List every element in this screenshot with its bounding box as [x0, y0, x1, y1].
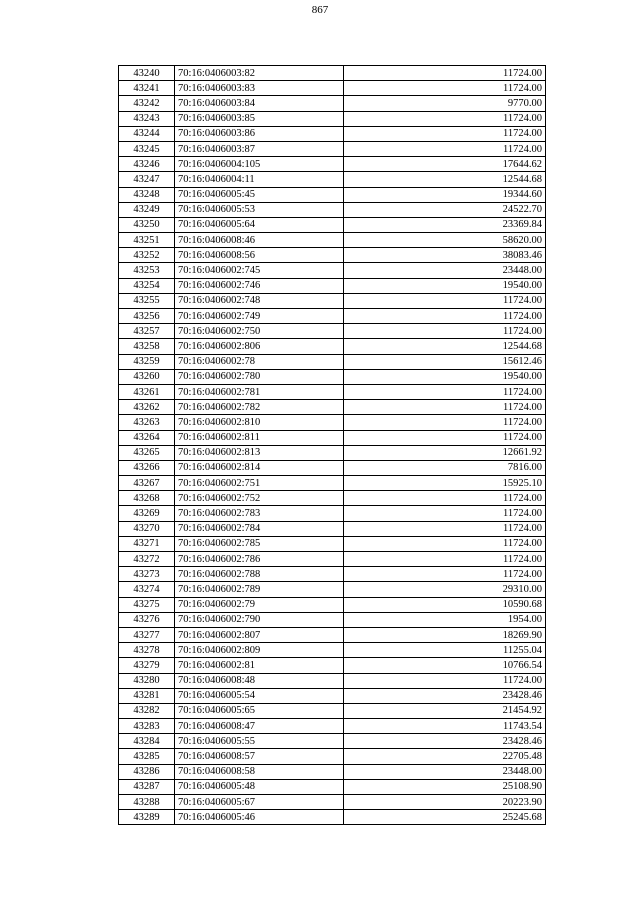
value-cell: 9770.00 — [344, 96, 546, 111]
cadastral-number-cell: 70:16:0406002:810 — [175, 415, 344, 430]
cadastral-number-cell: 70:16:0406005:55 — [175, 734, 344, 749]
row-number-cell: 43254 — [119, 278, 175, 293]
cadastral-number-cell: 70:16:0406005:64 — [175, 217, 344, 232]
cadastral-number-cell: 70:16:0406003:84 — [175, 96, 344, 111]
cadastral-values-table — [118, 65, 546, 825]
value-cell: 11724.00 — [344, 293, 546, 308]
value-cell: 11724.00 — [344, 521, 546, 536]
row-number-cell: 43241 — [119, 81, 175, 96]
table-row — [119, 202, 546, 217]
value-cell: 21454.92 — [344, 703, 546, 718]
row-number-cell: 43288 — [119, 795, 175, 810]
cadastral-number-cell: 70:16:0406004:105 — [175, 157, 344, 172]
table-row — [119, 688, 546, 703]
row-number-cell: 43274 — [119, 582, 175, 597]
cadastral-number-cell: 70:16:0406003:86 — [175, 126, 344, 141]
row-number-cell: 43285 — [119, 749, 175, 764]
value-cell: 10766.54 — [344, 658, 546, 673]
cadastral-number-cell: 70:16:0406002:79 — [175, 597, 344, 612]
row-number-cell: 43271 — [119, 536, 175, 551]
cadastral-number-cell: 70:16:0406004:11 — [175, 172, 344, 187]
cadastral-number-cell: 70:16:0406002:784 — [175, 521, 344, 536]
table-row — [119, 217, 546, 232]
cadastral-number-cell: 70:16:0406002:788 — [175, 567, 344, 582]
cadastral-number-cell: 70:16:0406005:48 — [175, 779, 344, 794]
table-row — [119, 309, 546, 324]
value-cell: 11724.00 — [344, 324, 546, 339]
table-row — [119, 187, 546, 202]
table-row — [119, 795, 546, 810]
cadastral-number-cell: 70:16:0406002:806 — [175, 339, 344, 354]
table-row — [119, 582, 546, 597]
table-row — [119, 703, 546, 718]
value-cell: 11724.00 — [344, 552, 546, 567]
page-number: 867 — [311, 4, 329, 16]
value-cell: 11724.00 — [344, 491, 546, 506]
value-cell: 15612.46 — [344, 354, 546, 369]
cadastral-number-cell: 70:16:0406005:67 — [175, 795, 344, 810]
table-row — [119, 157, 546, 172]
row-number-cell: 43262 — [119, 400, 175, 415]
value-cell: 23448.00 — [344, 263, 546, 278]
table-row — [119, 536, 546, 551]
row-number-cell: 43281 — [119, 688, 175, 703]
row-number-cell: 43240 — [119, 66, 175, 81]
cadastral-number-cell: 70:16:0406002:81 — [175, 658, 344, 673]
value-cell: 58620.00 — [344, 233, 546, 248]
row-number-cell: 43270 — [119, 521, 175, 536]
value-cell: 19540.00 — [344, 278, 546, 293]
value-cell: 25108.90 — [344, 779, 546, 794]
table-row — [119, 719, 546, 734]
cadastral-number-cell: 70:16:0406002:748 — [175, 293, 344, 308]
cadastral-number-cell: 70:16:0406002:813 — [175, 445, 344, 460]
value-cell: 11724.00 — [344, 309, 546, 324]
table-row — [119, 278, 546, 293]
value-cell: 12661.92 — [344, 445, 546, 460]
cadastral-number-cell: 70:16:0406002:746 — [175, 278, 344, 293]
value-cell: 11743.54 — [344, 719, 546, 734]
table-row — [119, 400, 546, 415]
value-cell: 7816.00 — [344, 460, 546, 475]
row-number-cell: 43286 — [119, 764, 175, 779]
cadastral-number-cell: 70:16:0406002:752 — [175, 491, 344, 506]
row-number-cell: 43251 — [119, 233, 175, 248]
value-cell: 11724.00 — [344, 111, 546, 126]
row-number-cell: 43245 — [119, 141, 175, 156]
value-cell: 11724.00 — [344, 126, 546, 141]
value-cell: 11724.00 — [344, 400, 546, 415]
cadastral-number-cell: 70:16:0406002:749 — [175, 309, 344, 324]
row-number-cell: 43253 — [119, 263, 175, 278]
value-cell: 17644.62 — [344, 157, 546, 172]
cadastral-number-cell: 70:16:0406002:781 — [175, 384, 344, 399]
cadastral-number-cell: 70:16:0406002:782 — [175, 400, 344, 415]
cadastral-number-cell: 70:16:0406002:789 — [175, 582, 344, 597]
cadastral-number-cell: 70:16:0406008:56 — [175, 248, 344, 263]
row-number-cell: 43265 — [119, 445, 175, 460]
value-cell: 11724.00 — [344, 66, 546, 81]
table-row — [119, 293, 546, 308]
value-cell: 11724.00 — [344, 81, 546, 96]
cadastral-number-cell: 70:16:0406002:78 — [175, 354, 344, 369]
row-number-cell: 43247 — [119, 172, 175, 187]
row-number-cell: 43273 — [119, 567, 175, 582]
table-row — [119, 324, 546, 339]
cadastral-number-cell: 70:16:0406003:85 — [175, 111, 344, 126]
table-row — [119, 779, 546, 794]
row-number-cell: 43259 — [119, 354, 175, 369]
table-row — [119, 126, 546, 141]
table-row — [119, 658, 546, 673]
table-row — [119, 567, 546, 582]
value-cell: 22705.48 — [344, 749, 546, 764]
cadastral-number-cell: 70:16:0406005:65 — [175, 703, 344, 718]
value-cell: 11724.00 — [344, 415, 546, 430]
table-row — [119, 339, 546, 354]
value-cell: 38083.46 — [344, 248, 546, 263]
table-row — [119, 141, 546, 156]
table-row — [119, 172, 546, 187]
table-row — [119, 111, 546, 126]
cadastral-number-cell: 70:16:0406002:811 — [175, 430, 344, 445]
row-number-cell: 43263 — [119, 415, 175, 430]
row-number-cell: 43248 — [119, 187, 175, 202]
table-row — [119, 734, 546, 749]
row-number-cell: 43278 — [119, 643, 175, 658]
table-row — [119, 263, 546, 278]
table-row — [119, 521, 546, 536]
table-row — [119, 643, 546, 658]
cadastral-number-cell: 70:16:0406002:780 — [175, 369, 344, 384]
row-number-cell: 43244 — [119, 126, 175, 141]
table-row — [119, 810, 546, 825]
value-cell: 11724.00 — [344, 506, 546, 521]
table-body — [119, 66, 546, 825]
cadastral-number-cell: 70:16:0406002:751 — [175, 476, 344, 491]
value-cell: 1954.00 — [344, 612, 546, 627]
value-cell: 12544.68 — [344, 172, 546, 187]
table-row — [119, 81, 546, 96]
value-cell: 11724.00 — [344, 536, 546, 551]
value-cell: 11724.00 — [344, 430, 546, 445]
row-number-cell: 43246 — [119, 157, 175, 172]
cadastral-number-cell: 70:16:0406003:83 — [175, 81, 344, 96]
table-row — [119, 749, 546, 764]
cadastral-number-cell: 70:16:0406002:814 — [175, 460, 344, 475]
table-row — [119, 445, 546, 460]
table-row — [119, 233, 546, 248]
row-number-cell: 43272 — [119, 552, 175, 567]
table-row — [119, 430, 546, 445]
row-number-cell: 43264 — [119, 430, 175, 445]
cadastral-number-cell: 70:16:0406002:745 — [175, 263, 344, 278]
cadastral-number-cell: 70:16:0406008:47 — [175, 719, 344, 734]
cadastral-number-cell: 70:16:0406002:809 — [175, 643, 344, 658]
row-number-cell: 43269 — [119, 506, 175, 521]
value-cell: 25245.68 — [344, 810, 546, 825]
row-number-cell: 43256 — [119, 309, 175, 324]
row-number-cell: 43277 — [119, 627, 175, 642]
row-number-cell: 43283 — [119, 719, 175, 734]
cadastral-number-cell: 70:16:0406008:58 — [175, 764, 344, 779]
value-cell: 20223.90 — [344, 795, 546, 810]
value-cell: 11724.00 — [344, 384, 546, 399]
value-cell: 29310.00 — [344, 582, 546, 597]
row-number-cell: 43252 — [119, 248, 175, 263]
value-cell: 15925.10 — [344, 476, 546, 491]
table-row — [119, 415, 546, 430]
row-number-cell: 43287 — [119, 779, 175, 794]
cadastral-number-cell: 70:16:0406002:790 — [175, 612, 344, 627]
row-number-cell: 43275 — [119, 597, 175, 612]
row-number-cell: 43257 — [119, 324, 175, 339]
row-number-cell: 43289 — [119, 810, 175, 825]
row-number-cell: 43261 — [119, 384, 175, 399]
cadastral-number-cell: 70:16:0406002:783 — [175, 506, 344, 521]
table-row — [119, 248, 546, 263]
value-cell: 23428.46 — [344, 688, 546, 703]
cadastral-number-cell: 70:16:0406002:786 — [175, 552, 344, 567]
row-number-cell: 43255 — [119, 293, 175, 308]
cadastral-number-cell: 70:16:0406003:87 — [175, 141, 344, 156]
cadastral-number-cell: 70:16:0406003:82 — [175, 66, 344, 81]
value-cell: 18269.90 — [344, 627, 546, 642]
value-cell: 23428.46 — [344, 734, 546, 749]
cadastral-number-cell: 70:16:0406002:785 — [175, 536, 344, 551]
cadastral-number-cell: 70:16:0406008:48 — [175, 673, 344, 688]
table-row — [119, 673, 546, 688]
row-number-cell: 43242 — [119, 96, 175, 111]
table-row — [119, 764, 546, 779]
value-cell: 11255.04 — [344, 643, 546, 658]
value-cell: 24522.70 — [344, 202, 546, 217]
table-row — [119, 384, 546, 399]
value-cell: 23369.84 — [344, 217, 546, 232]
cadastral-number-cell: 70:16:0406008:57 — [175, 749, 344, 764]
cadastral-number-cell: 70:16:0406005:45 — [175, 187, 344, 202]
cadastral-number-cell: 70:16:0406005:53 — [175, 202, 344, 217]
table-row — [119, 506, 546, 521]
table-row — [119, 597, 546, 612]
row-number-cell: 43258 — [119, 339, 175, 354]
row-number-cell: 43268 — [119, 491, 175, 506]
value-cell: 23448.00 — [344, 764, 546, 779]
cadastral-number-cell: 70:16:0406002:807 — [175, 627, 344, 642]
table-row — [119, 552, 546, 567]
row-number-cell: 43266 — [119, 460, 175, 475]
row-number-cell: 43250 — [119, 217, 175, 232]
table-row — [119, 476, 546, 491]
value-cell: 11724.00 — [344, 567, 546, 582]
value-cell: 19540.00 — [344, 369, 546, 384]
table-row — [119, 354, 546, 369]
row-number-cell: 43243 — [119, 111, 175, 126]
row-number-cell: 43249 — [119, 202, 175, 217]
cadastral-number-cell: 70:16:0406005:46 — [175, 810, 344, 825]
row-number-cell: 43260 — [119, 369, 175, 384]
value-cell: 12544.68 — [344, 339, 546, 354]
cadastral-number-cell: 70:16:0406002:750 — [175, 324, 344, 339]
table-row — [119, 369, 546, 384]
table-row — [119, 460, 546, 475]
cadastral-number-cell: 70:16:0406005:54 — [175, 688, 344, 703]
table-row — [119, 96, 546, 111]
table-row — [119, 612, 546, 627]
table-row — [119, 491, 546, 506]
value-cell: 11724.00 — [344, 673, 546, 688]
value-cell: 19344.60 — [344, 187, 546, 202]
row-number-cell: 43276 — [119, 612, 175, 627]
row-number-cell: 43282 — [119, 703, 175, 718]
value-cell: 10590.68 — [344, 597, 546, 612]
row-number-cell: 43284 — [119, 734, 175, 749]
value-cell: 11724.00 — [344, 141, 546, 156]
table-row — [119, 627, 546, 642]
row-number-cell: 43280 — [119, 673, 175, 688]
row-number-cell: 43279 — [119, 658, 175, 673]
cadastral-number-cell: 70:16:0406008:46 — [175, 233, 344, 248]
row-number-cell: 43267 — [119, 476, 175, 491]
table-row — [119, 66, 546, 81]
